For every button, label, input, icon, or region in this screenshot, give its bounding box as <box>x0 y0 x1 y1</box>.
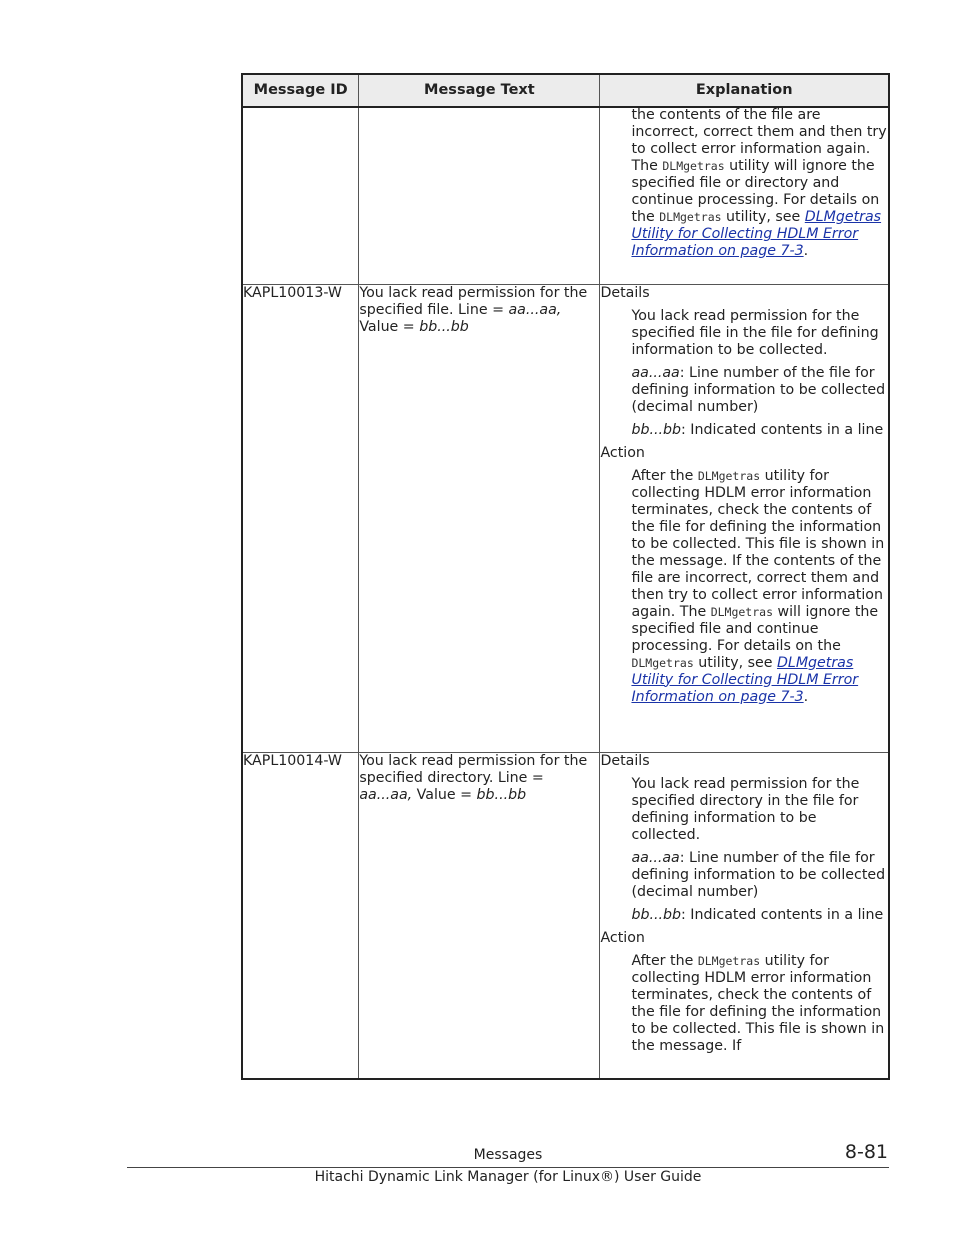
cell-explanation <box>600 284 889 752</box>
action-label: Action <box>600 929 645 946</box>
text-segment: the contents of the file are incorrect, correct them and then try to collect error information again. The <box>631 107 887 174</box>
header-message-id: Message ID <box>242 74 359 107</box>
code-dlmgetras: DLMgetras <box>697 953 761 968</box>
continued-paragraph <box>631 107 888 260</box>
cell-explanation <box>600 752 889 1079</box>
cell-message-id: KAPL10014-W <box>242 752 359 1079</box>
table-row-continued <box>242 107 889 284</box>
cell-message-id: KAPL10013-W <box>242 284 359 752</box>
var-aa: aa...aa, <box>359 786 413 803</box>
text-segment: : Line number of the file for defining information to be collected (decimal number) <box>631 849 886 900</box>
details-var-aa <box>631 850 888 901</box>
text-segment: : Line number of the file for defining information to be collected (decimal number) <box>631 364 886 415</box>
cell-id-empty <box>242 107 359 284</box>
code-dlmgetras: DLMgetras <box>631 655 694 670</box>
action-paragraph <box>631 953 888 1055</box>
link-dlmgetras-utility[interactable]: DLMgetras Utility for Collecting HDLM Error Information on page 7-3 <box>631 654 859 705</box>
text-segment: Value = <box>359 318 420 335</box>
var-bb: bb...bb <box>476 786 527 803</box>
text-segment: utility for collecting HDLM error information terminates, check the contents of the file for defining the information to be collected. This file is shown in the message. If <box>631 952 885 1054</box>
text-segment: : Indicated contents in a line <box>681 906 884 923</box>
footer-section-title: Messages <box>473 1147 543 1163</box>
var-bb: bb...bb <box>631 421 681 438</box>
text-segment: After the <box>631 467 698 484</box>
var-aa: aa...aa <box>631 849 680 866</box>
table-header-row <box>242 74 889 107</box>
table-row-kapl10014 <box>242 752 889 1079</box>
text-segment: utility, see <box>693 654 777 671</box>
header-message-text: Message Text <box>359 74 600 107</box>
text-segment: : Indicated contents in a line <box>681 421 884 438</box>
details-var-bb <box>631 422 888 439</box>
var-bb: bb...bb <box>419 318 469 335</box>
var-aa: aa...aa, <box>508 301 562 318</box>
code-dlmgetras: DLMgetras <box>697 468 761 483</box>
cell-explanation-continued <box>600 107 889 284</box>
cell-text-empty <box>359 107 600 284</box>
link-dlmgetras-utility[interactable]: DLMgetras Utility for Collecting HDLM Error Information on page 7-3 <box>631 209 882 259</box>
details-label: Details <box>600 752 650 769</box>
text-segment: . <box>803 688 809 705</box>
text-segment: You lack read permission for the specified file. Line = <box>359 284 588 318</box>
text-segment: utility, see <box>721 209 805 225</box>
code-dlmgetras: DLMgetras <box>710 604 773 619</box>
text-segment: utility will ignore the specified file or directory and continue processing. For details on the <box>631 158 880 225</box>
cell-message-text <box>359 752 600 1079</box>
text-segment: will ignore the specified file and continue processing. For details on the <box>631 603 879 654</box>
code-dlmgetras: DLMgetras <box>659 210 722 224</box>
text-segment: You lack read permission for the specified directory. Line = <box>359 752 588 786</box>
code-dlmgetras: DLMgetras <box>662 159 725 173</box>
table-row-kapl10013 <box>242 284 889 752</box>
header-explanation: Explanation <box>600 74 889 107</box>
text-segment: After the <box>631 952 698 969</box>
details-var-bb <box>631 907 888 924</box>
footer-divider <box>127 1167 889 1168</box>
action-label: Action <box>600 444 645 461</box>
details-paragraph: You lack read permission for the specified file in the file for defining information to be collected. <box>631 307 879 358</box>
details-label: Details <box>600 284 650 301</box>
text-segment: . <box>803 243 809 259</box>
var-bb: bb...bb <box>631 906 681 923</box>
footer-book-title: Hitachi Dynamic Link Manager (for Linux®) User Guide <box>314 1169 702 1185</box>
var-aa: aa...aa <box>631 364 680 381</box>
details-paragraph: You lack read permission for the specified directory in the file for defining information to be collected. <box>631 775 860 843</box>
messages-table <box>241 73 890 1080</box>
action-paragraph <box>631 468 888 706</box>
text-segment: utility for collecting HDLM error information terminates, check the contents of the file for defining the information to be collected. This file is shown in the message. If the contents of the file are incorrect, correct them and then try to collect error information again. The <box>631 467 885 620</box>
text-segment: Value = <box>412 786 477 803</box>
details-var-aa <box>631 365 888 416</box>
cell-message-text <box>359 284 600 752</box>
page-number: 8-81 <box>844 1141 888 1163</box>
